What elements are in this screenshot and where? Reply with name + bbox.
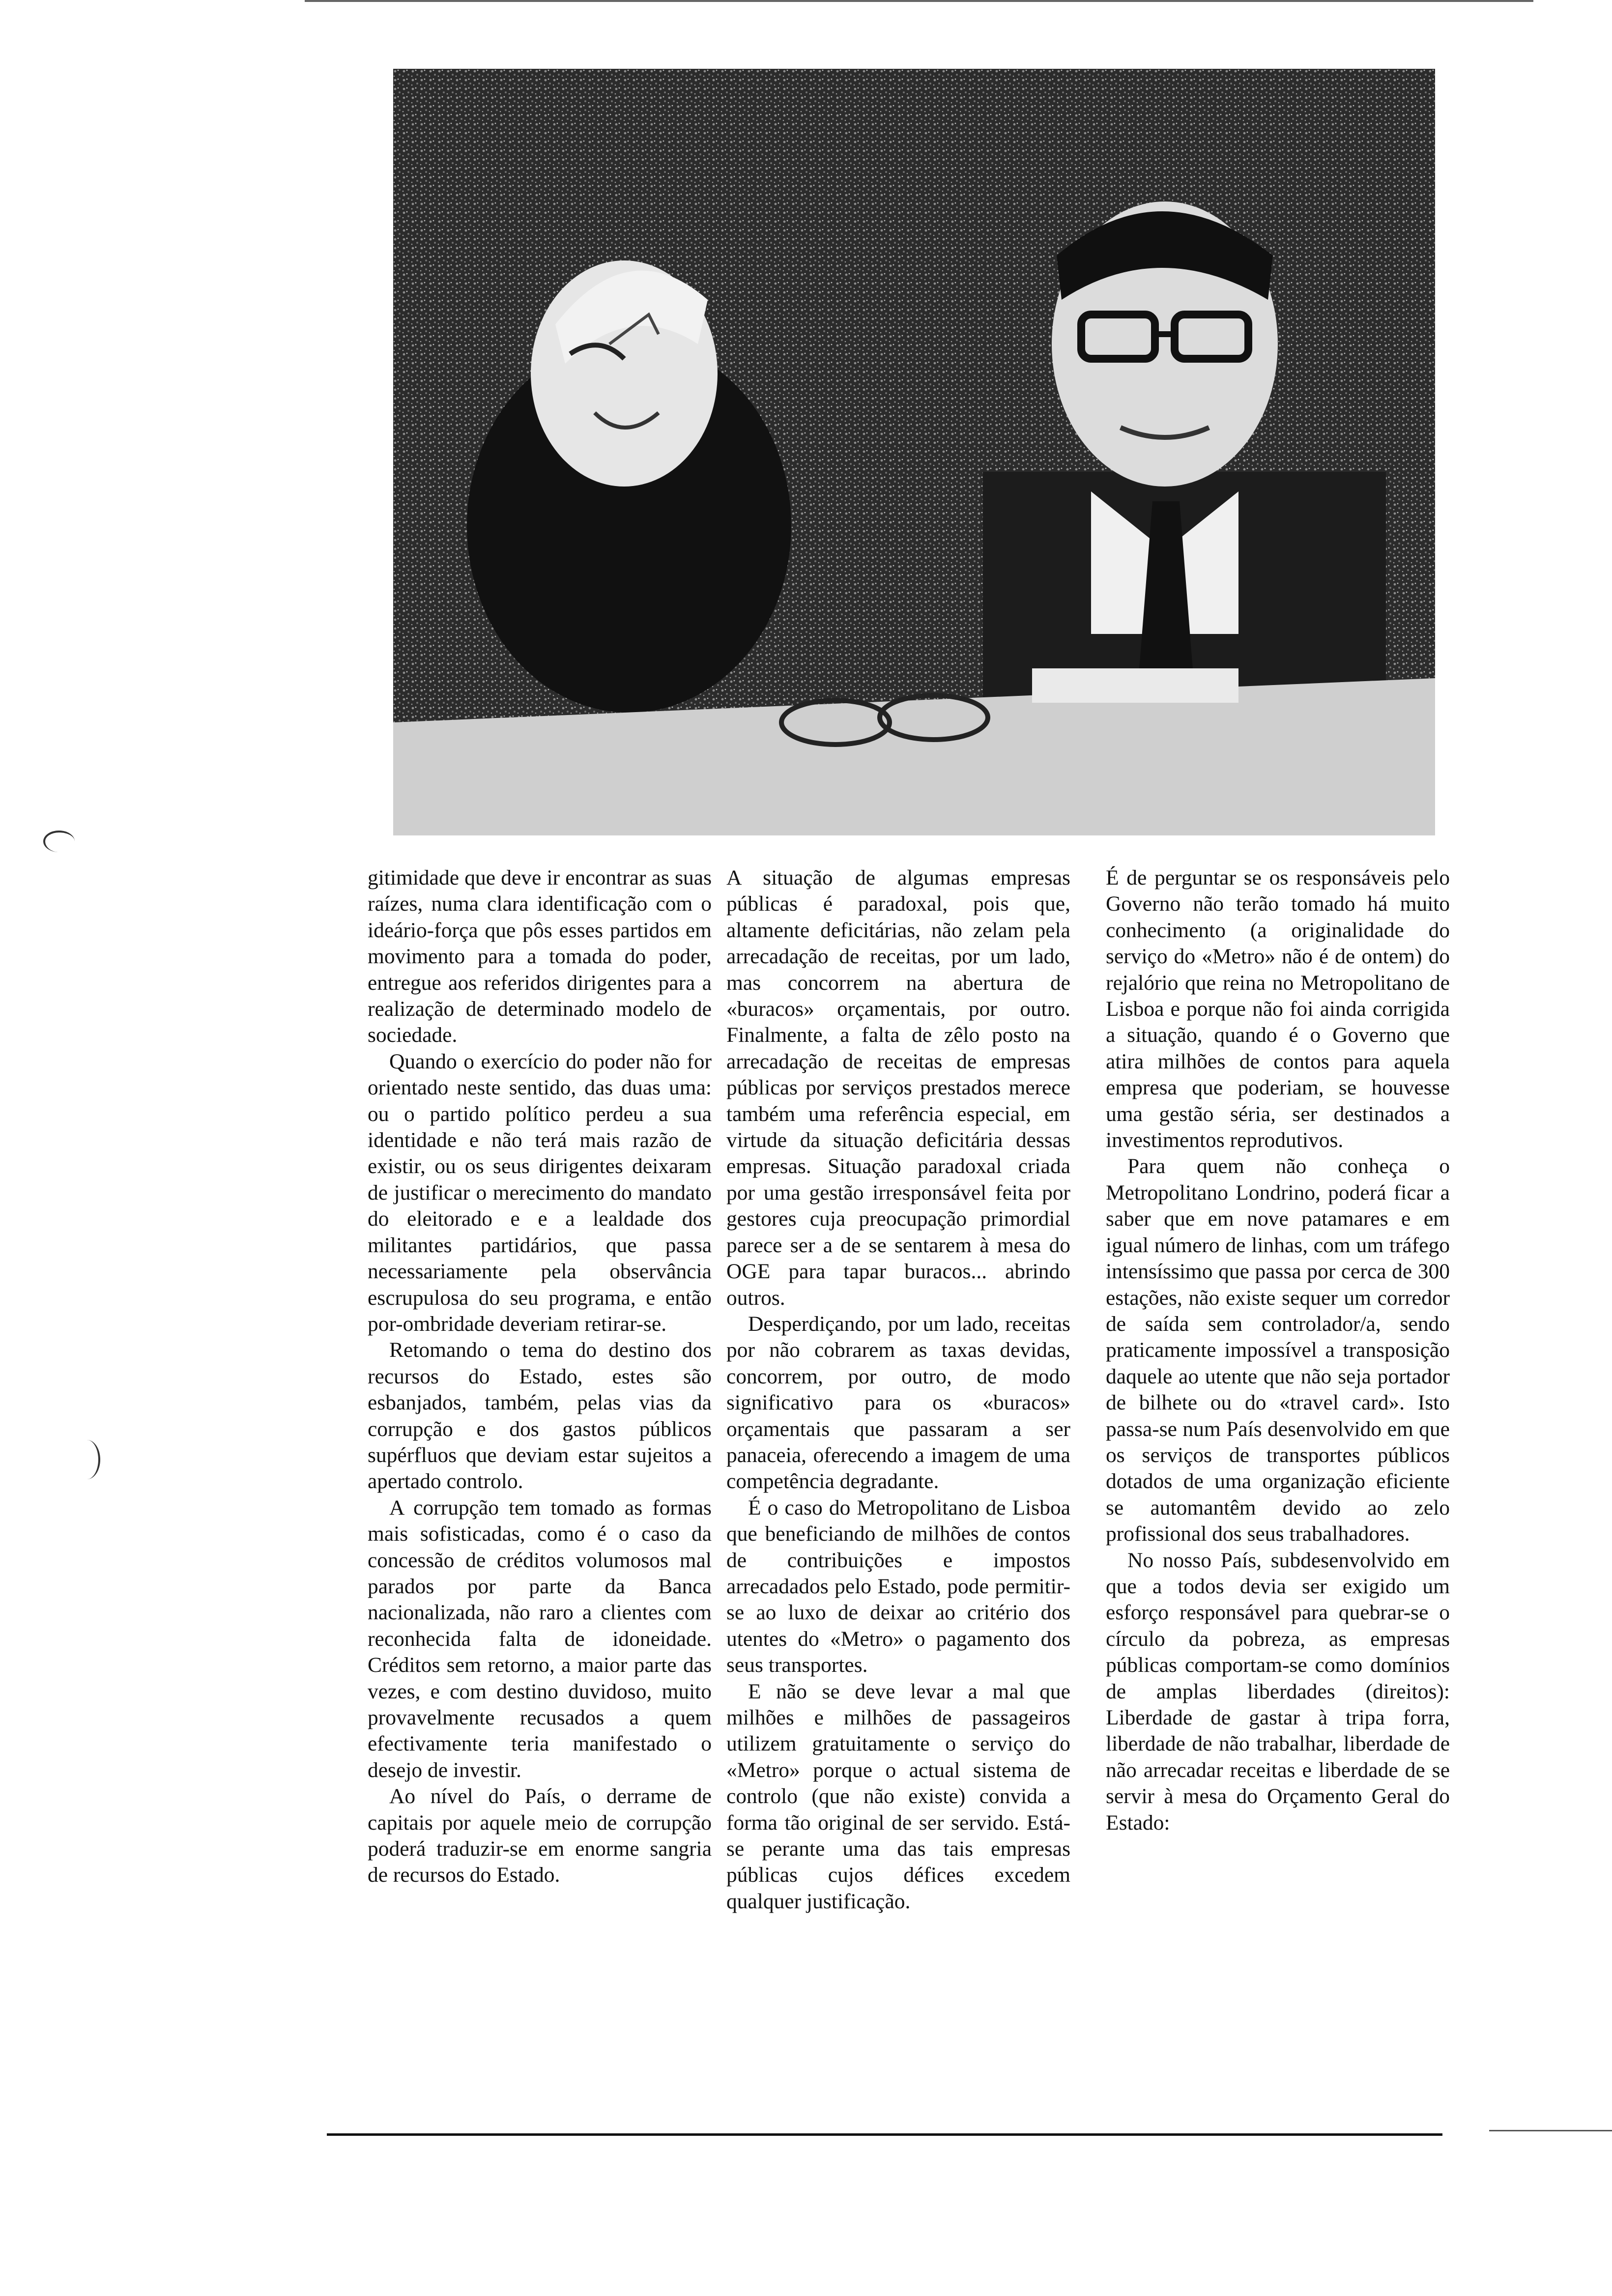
paragraph: Para quem não conheça o Metropolitano Londrino, poderá ficar a saber que em nove patamares e em igual número de linhas, com um tráfego intensíssimo que passa por cerca de 300 estações, não existe sequer um corredor de saída sem controlador/a, sendo praticamente impossível a transposição daquele ao utente que não seja portador de bilhete ou do «travel card». Isto passa-se num País desenvolvido em que os serviços de transportes públicos dotados de uma organização eficiente se automantêm devido ao zelo profissional dos seus trabalhadores. [1106, 1154, 1450, 1546]
article-column-1 [368, 865, 712, 2089]
paragraph: É de perguntar se os responsáveis pelo Governo não terão tomado há muito conhecimento (a originalidade do serviço do «Metro» não é de ontem) do rejalório que reina no Metropolitano de Lisboa e porque não foi ainda corrigida a situação, quando é o Governo que atira milhões de contos para aquela empresa que poderiam, se houvesse uma gestão séria, ser destinados a investimentos reprodutivos. [1106, 866, 1450, 1152]
paragraph: É o caso do Metropolitano de Lisboa que beneficiando de milhões de contos de contribuições e impostos arrecadados pelo Estado, pode permitir-se ao luxo de deixar ao critério dos utentes do «Metro» o pagamento dos seus transportes. [726, 1495, 1070, 1677]
paragraph: No nosso País, subdesenvolvido em que a todos devia ser exigido um esforço responsável para quebrar-se o círculo da pobreza, as empresas públicas comportam-se como domínios de amplas liberdades (direitos): Liberdade de gastar à tripa forra, liberdade de não trabalhar, liberdade de não arrecadar receitas e liberdade de se servir à mesa do Orçamento Geral do Estado: [1106, 1548, 1450, 1835]
paragraph: Retomando o tema do destino dos recursos do Estado, estes são esbanjados, também, pelas vias da corrupção e dos gastos públicos supérfluos que deviam estar sujeitos a apertado controlo. [368, 1338, 712, 1493]
paragraph: A corrupção tem tomado as formas mais sofisticadas, como é o caso da concessão de créditos volumosos mal parados por parte da Banca nacionalizada, não raro a clientes com reconhecida falta de idoneidade. Créditos sem retorno, a maior parte das vezes, e com destino duvidoso, muito provavelmente recusados a quem efectivamente teria manifestado o desejo de investir. [368, 1495, 712, 1782]
top-rule [305, 0, 1533, 2]
paragraph: E não se deve levar a mal que milhões e milhões de passageiros utilizem gratuitamente o serviço do «Metro» porque o actual sistema de controlo (que não existe) convida a forma tão original de ser servido. Está-se perante uma das tais empresas públicas cujos défices excedem qualquer justificação. [726, 1679, 1070, 1913]
bottom-rule-right [1489, 2130, 1612, 2131]
paragraph: gitimidade que deve ir encontrar as suas raízes, numa clara identificação com o ideário-força que pôs esses partidos em movimento para a tomada do poder, entregue aos referidos dirigentes para a realização de determinado modelo de sociedade. [368, 866, 712, 1047]
article-column-2 [726, 865, 1070, 2089]
article-column-3 [1106, 865, 1450, 2089]
paragraph: A situação de algumas empresas públicas é paradoxal, pois que, altamente deficitárias, não zelam pela arrecadação de receitas, por um lado, mas concorrem na abertura de «buracos» orçamentais, por outro. Finalmente, a falta de zêlo posto na arrecadação de receitas de empresas públicas por serviços prestados merece também uma referência especial, em virtude da situação deficitária dessas empresas. Situação paradoxal criada por uma gestão irresponsável feita por gestores cuja preocupação primordial parece ser a de se sentarem à mesa do OGE para tapar buracos... abrindo outros. [726, 866, 1070, 1310]
margin-mark [43, 831, 75, 852]
paragraph: Ao nível do País, o derrame de capitais por aquele meio de corrupção poderá traduzir-se em enorme sangria de recursos do Estado. [368, 1784, 712, 1887]
margin-mark [74, 1440, 100, 1479]
press-photo-icon [393, 69, 1435, 835]
paragraph: Quando o exercício do poder não for orientado neste sentido, das duas uma: ou o partido político perdeu a sua identidade e não terá mais razão de existir, ou os seus dirigentes deixaram de justificar o merecimento do mandato do eleitorado e e a lealdade dos militantes partidários, que passa necessariamente pela observância escrupulosa do seu programa, e então por-ombridade deveriam retirar-se. [368, 1049, 712, 1336]
bottom-rule [327, 2133, 1442, 2136]
article-photo [393, 69, 1435, 835]
paragraph: Desperdiçando, por um lado, receitas por não cobrarem as taxas devidas, concorrem, por outro, de modo significativo para os «buracos» orçamentais que passaram a ser panaceia, oferecendo a imagem de uma competência degradante. [726, 1312, 1070, 1493]
